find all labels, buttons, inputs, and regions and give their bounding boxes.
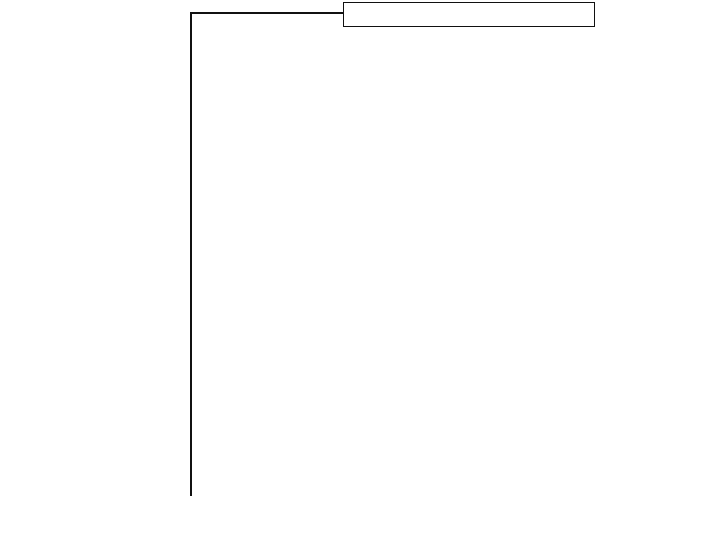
connector-top-segment bbox=[190, 12, 344, 14]
diagram-title-box bbox=[343, 2, 595, 27]
connector-trunk bbox=[190, 13, 192, 496]
